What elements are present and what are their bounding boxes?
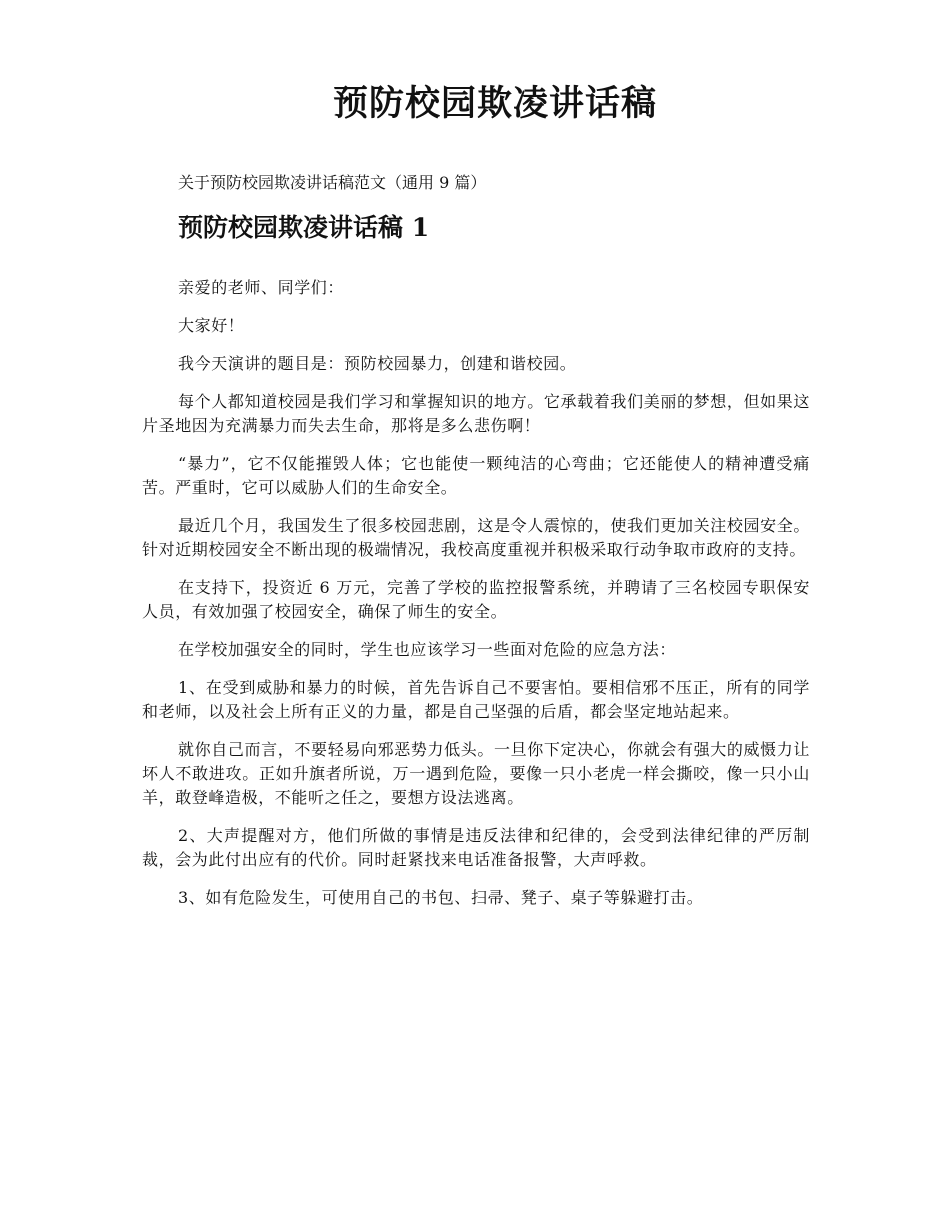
paragraph-list-item: 2、大声提醒对方，他们所做的事情是违反法律和纪律的，会受到法律纪律的严厉制裁，会为此付出应有的代价。同时赶紧找来电话准备报警，大声呼救。 xyxy=(142,826,810,869)
paragraph: “暴力”，它不仅能摧毁人体；它也能使一颗纯洁的心弯曲；它还能使人的精神遭受痛苦。严重时，它可以威胁人们的生命安全。 xyxy=(142,454,810,497)
document-subtitle: 关于预防校园欺凌讲话稿范文（通用 9 篇） xyxy=(178,173,487,192)
paragraph-topic: 我今天演讲的题目是：预防校园暴力，创建和谐校园。 xyxy=(178,354,577,373)
paragraph: 最近几个月，我国发生了很多校园悲剧，这是令人震惊的，使我们更加关注校园安全。针对近期校园安全不断出现的极端情况，我校高度重视并积极采取行动争取市政府的支持。 xyxy=(142,516,810,559)
paragraph: 就你自己而言，不要轻易向邪恶势力低头。一旦你下定决心，你就会有强大的威慑力让坏人不敢进攻。正如升旗者所说，万一遇到危险，要像一只小老虎一样会撕咬，像一只小山羊，敢登峰造极，不能听之任之，要想方设法逃离。 xyxy=(142,740,810,807)
paragraph-list-item: 3、如有危险发生，可使用自己的书包、扫帚、凳子、桌子等躲避打击。 xyxy=(178,888,704,907)
paragraph-hello: 大家好！ xyxy=(178,316,245,335)
section-heading: 预防校园欺凌讲话稿 1 xyxy=(178,213,430,242)
paragraph-greeting: 亲爱的老师、同学们： xyxy=(178,278,345,297)
paragraph: 在支持下，投资近 6 万元，完善了学校的监控报警系统，并聘请了三名校园专职保安人员，有效加强了校园安全，确保了师生的安全。 xyxy=(142,578,810,621)
paragraph: 在学校加强安全的同时，学生也应该学习一些面对危险的应急方法： xyxy=(178,640,677,659)
paragraph: 每个人都知道校园是我们学习和掌握知识的地方。它承载着我们美丽的梦想，但如果这片圣地因为充满暴力而失去生命，那将是多么悲伤啊！ xyxy=(142,392,810,435)
page-title: 预防校园欺凌讲话稿 xyxy=(332,83,657,124)
paragraph-list-item: 1、在受到威胁和暴力的时候，首先告诉自己不要害怕。要相信邪不压正，所有的同学和老师，以及社会上所有正义的力量，都是自己坚强的后盾，都会坚定地站起来。 xyxy=(142,678,810,721)
document-body xyxy=(142,276,810,924)
